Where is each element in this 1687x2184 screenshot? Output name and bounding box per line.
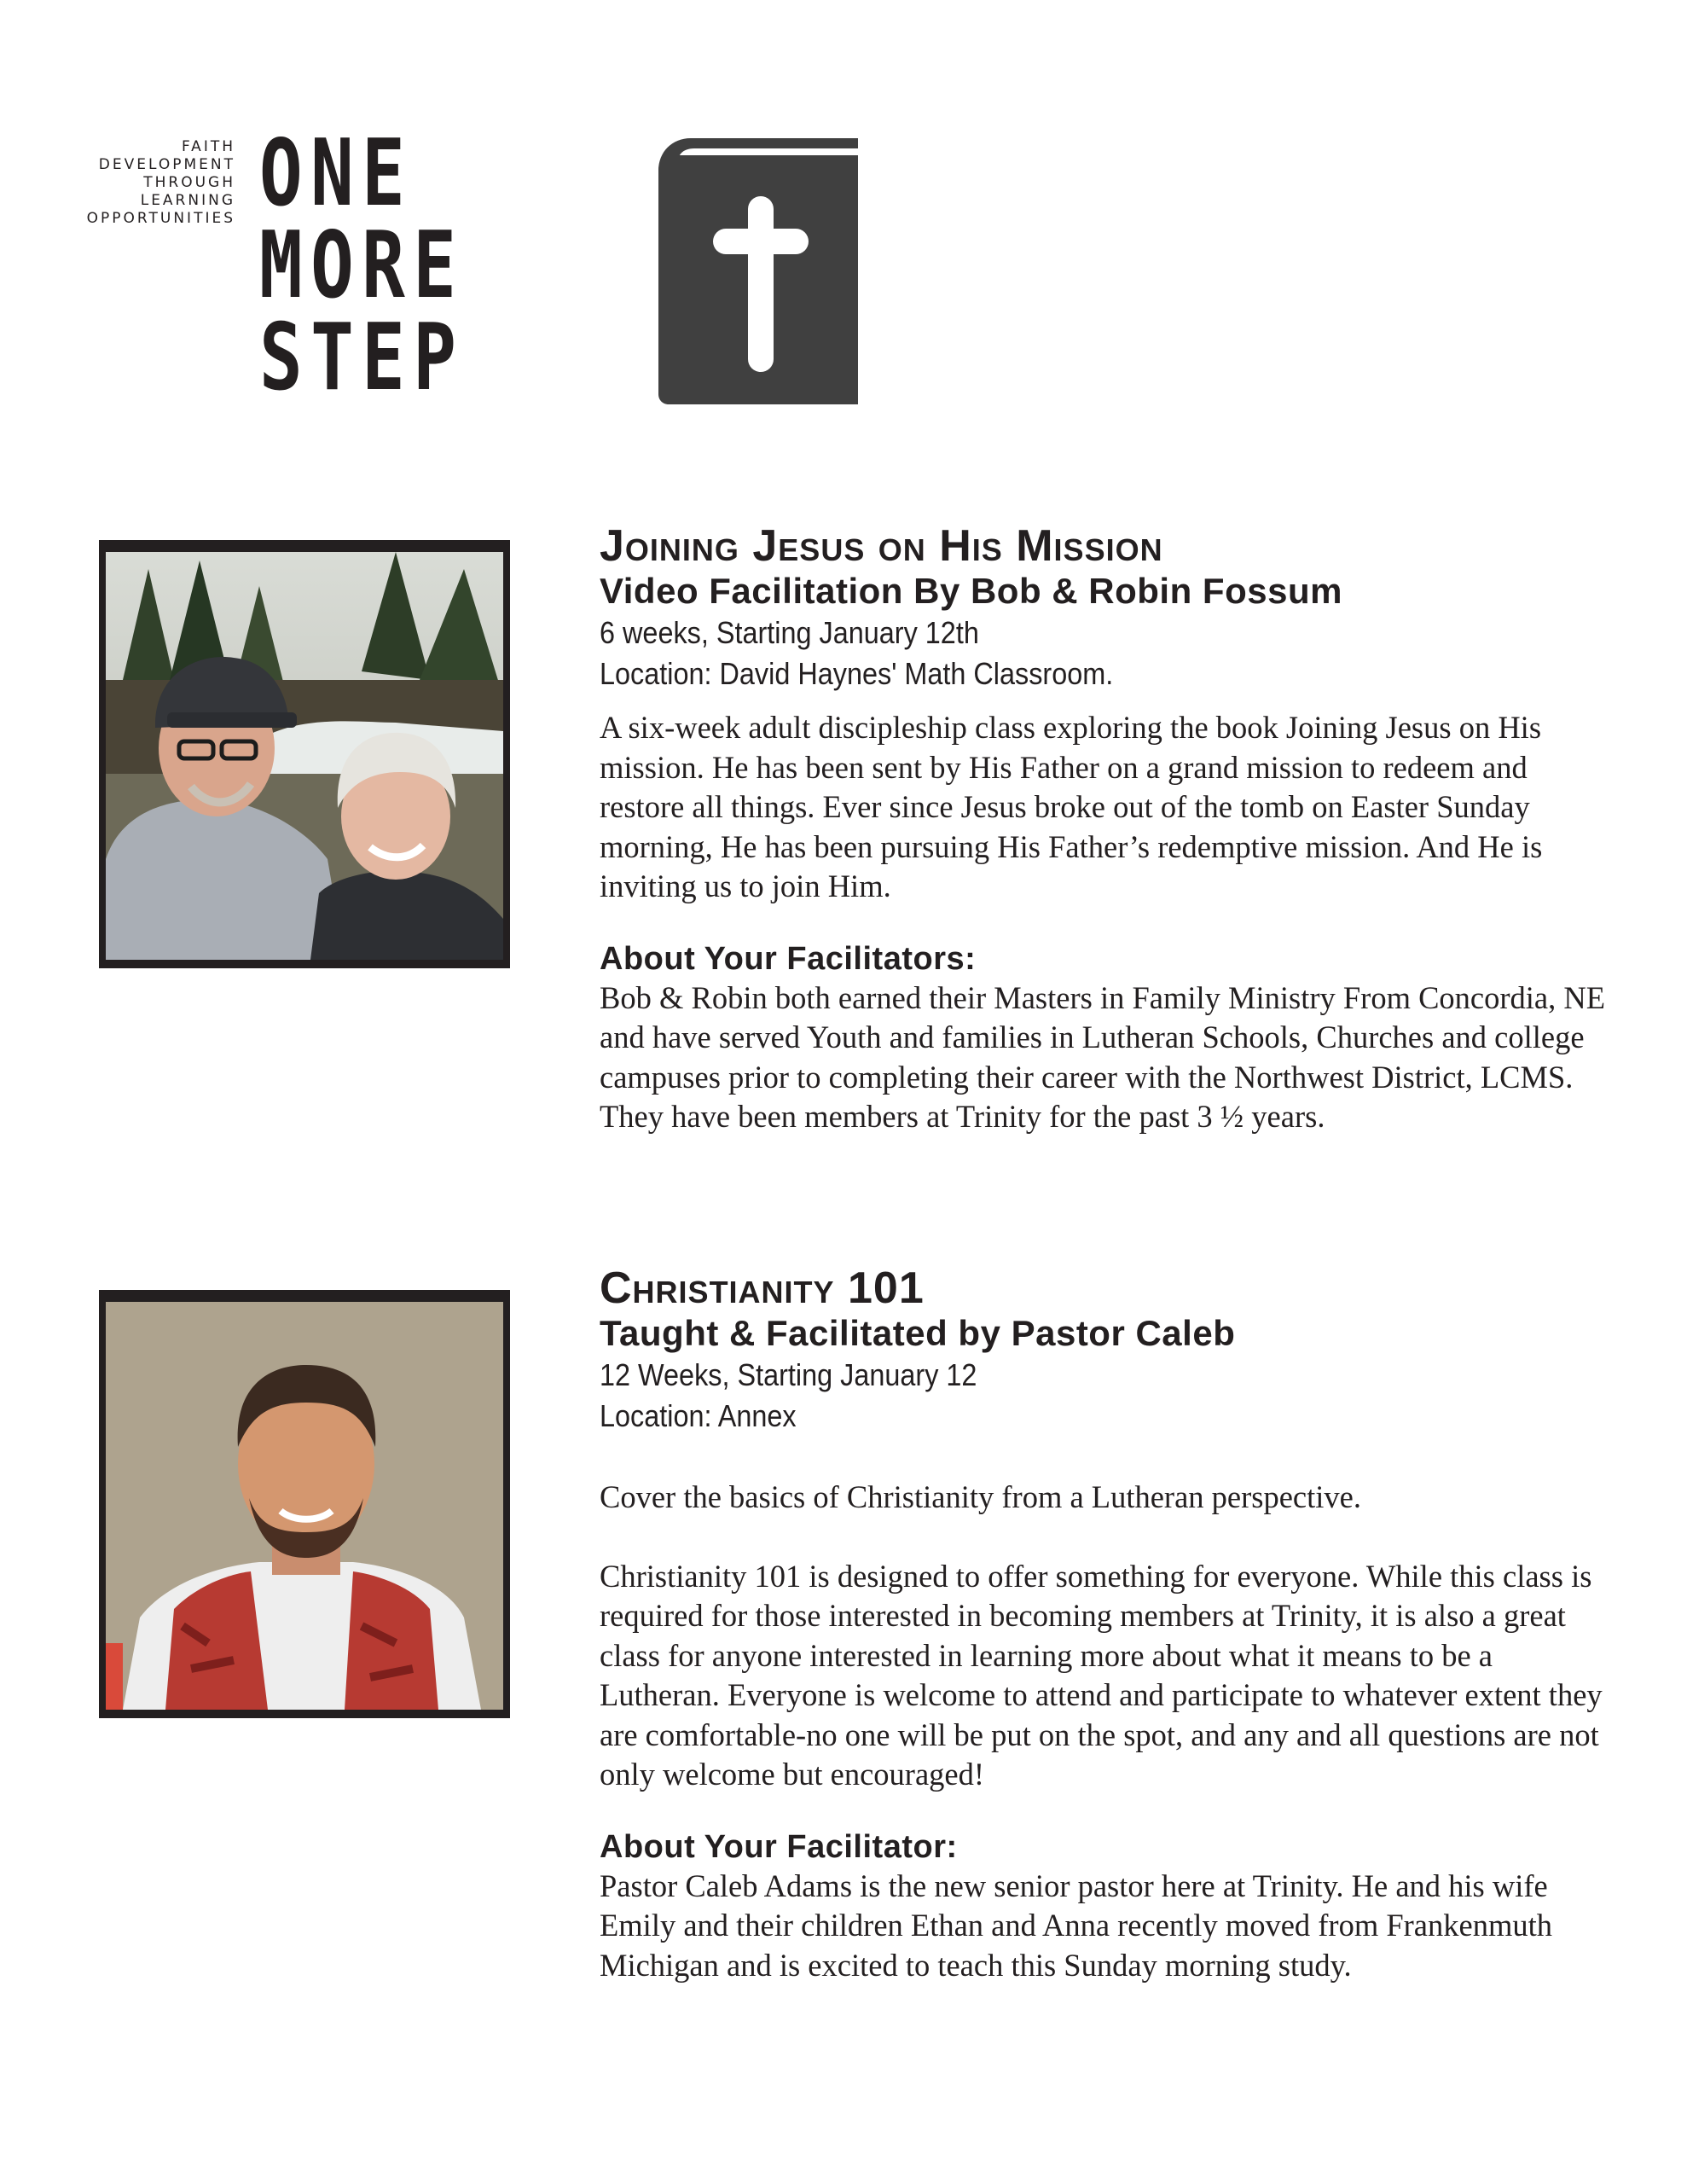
facilitator-heading: About Your Facilitators: [600,940,977,977]
couple-photo-illustration [106,552,503,960]
class-duration: 12 Weeks, Starting January 12 [600,1357,977,1392]
class-joining-jesus [600,522,1606,1137]
class-description: A six-week adult discipleship class exploring the book Joining Jesus on His mission. He has been sent by His Father on a grand mission to redeem and restore all things. Ever since Jesus broke out of the tomb on Easter Sunday morning, He has been pursuing His Father’s redemptive mission. And He is inviting us to join Him. [600,710,1543,903]
bible-cross-icon [657,136,858,404]
tagline-line: OPPORTUNITIES [86,210,235,227]
wordmark-line: MORE [259,212,465,319]
class-location: Location: Annex [600,1398,797,1433]
logo-wordmark [259,120,465,411]
wordmark-line: ONE [259,120,414,227]
tagline-line: FAITH [181,138,235,155]
facilitator-bio: Pastor Caleb Adams is the new senior pastor here at Trinity. He and his wife Emily and their children Ethan and Anna recently moved from Frankenmuth Michigan and is excited to teach this Sunday morning study. [600,1867,1552,1983]
pastor-photo-illustration [106,1302,503,1710]
class-subtitle: Taught & Facilitated by Pastor Caleb [600,1313,1236,1353]
class-title: Joining Jesus on His Mission [600,521,1163,571]
class-intro: Cover the basics of Christianity from a Lutheran perspective. [600,1479,1361,1514]
tagline-line: LEARNING [140,192,235,209]
tagline-line: DEVELOPMENT [98,156,235,173]
facilitators-photo [99,540,510,968]
facilitator-bio: Bob & Robin both earned their Masters in Family Ministry From Concordia, NE and have served Youth and families in Lutheran Schools, Churches and college campuses prior to completing their career with the Northwest District, LCMS. They have been members at Trinity for the past 3 ½ years. [600,979,1606,1134]
logo-tagline [68,138,235,228]
class-duration: 6 weeks, Starting January 12th [600,615,979,650]
tagline-line: THROUGH [143,174,235,191]
class-subtitle: Video Facilitation By Bob & Robin Fossum [600,571,1342,611]
class-title: Christianity 101 [600,1263,925,1313]
pastor-photo [99,1290,510,1718]
class-description: Christianity 101 is designed to offer something for everyone. While this class is required for those interested in becoming members at Trinity, it is also a great class for anyone interested in learning more about what it means to be a Lutheran. Everyone is welcome to attend and participate to whatever extent they are comfortable-no one will be put on the spot, and any and all questions are not only welcome but encouraged! [600,1558,1603,1792]
facilitator-heading: About Your Facilitator: [600,1828,958,1865]
class-location: Location: David Haynes' Math Classroom. [600,656,1114,691]
class-christianity-101 [600,1264,1606,1985]
wordmark-line: STEP [259,305,465,411]
